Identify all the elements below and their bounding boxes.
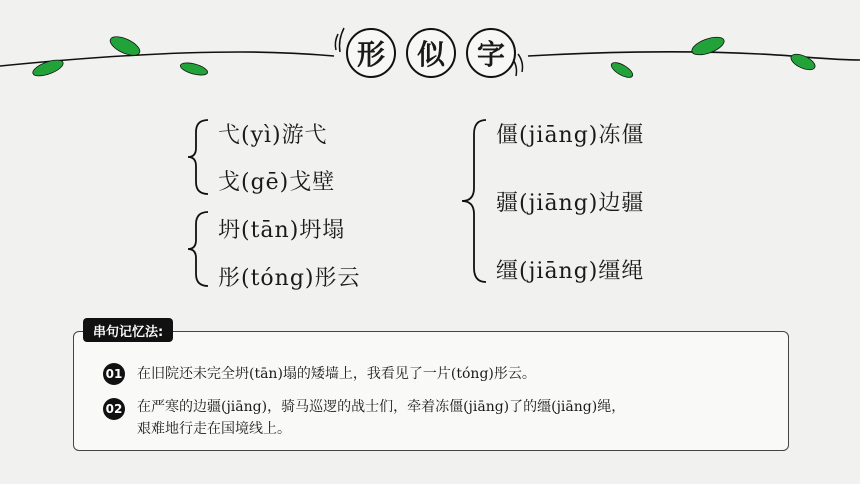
leaf-icon bbox=[789, 51, 818, 73]
brace-left-2 bbox=[186, 210, 210, 288]
title bbox=[340, 22, 520, 82]
word-entry: 缰(jiāng)缰绳 bbox=[496, 259, 645, 284]
word-entry: 僵(jiāng)冻僵 bbox=[496, 123, 645, 148]
word-entry: 疆(jiāng)边疆 bbox=[496, 191, 645, 216]
brace-left-1 bbox=[186, 118, 210, 196]
leaf-icon bbox=[609, 60, 635, 81]
title-char: 似 bbox=[406, 28, 456, 78]
leaf-icon bbox=[31, 57, 65, 79]
title-char: 字 bbox=[466, 28, 516, 78]
word-entry: 弋(yì)游弋 bbox=[218, 123, 328, 148]
sentence-number: 02 bbox=[103, 398, 125, 420]
sentence-line: 艰难地行走在国境线上。 bbox=[137, 421, 291, 437]
title-char: 形 bbox=[346, 28, 396, 78]
word-entry: 戈(gē)戈壁 bbox=[218, 170, 336, 195]
memory-label: 串句记忆法: bbox=[83, 318, 173, 342]
word-entry: 坍(tān)坍塌 bbox=[218, 218, 346, 243]
sentence-line: 在严寒的边疆(jiāng)，骑马巡逻的战士们，牵着冻僵(jiāng)了的缰(jiāng)绳， bbox=[137, 399, 626, 415]
leaf-icon bbox=[179, 61, 209, 78]
sentence-line: 在旧院还未完全坍(tān)塌的矮墙上，我看见了一片(tóng)彤云。 bbox=[137, 366, 536, 382]
sentence-number: 01 bbox=[103, 363, 125, 385]
leaf-icon bbox=[690, 34, 727, 59]
word-entry: 彤(tóng)彤云 bbox=[218, 266, 361, 291]
brace-right bbox=[458, 118, 488, 284]
